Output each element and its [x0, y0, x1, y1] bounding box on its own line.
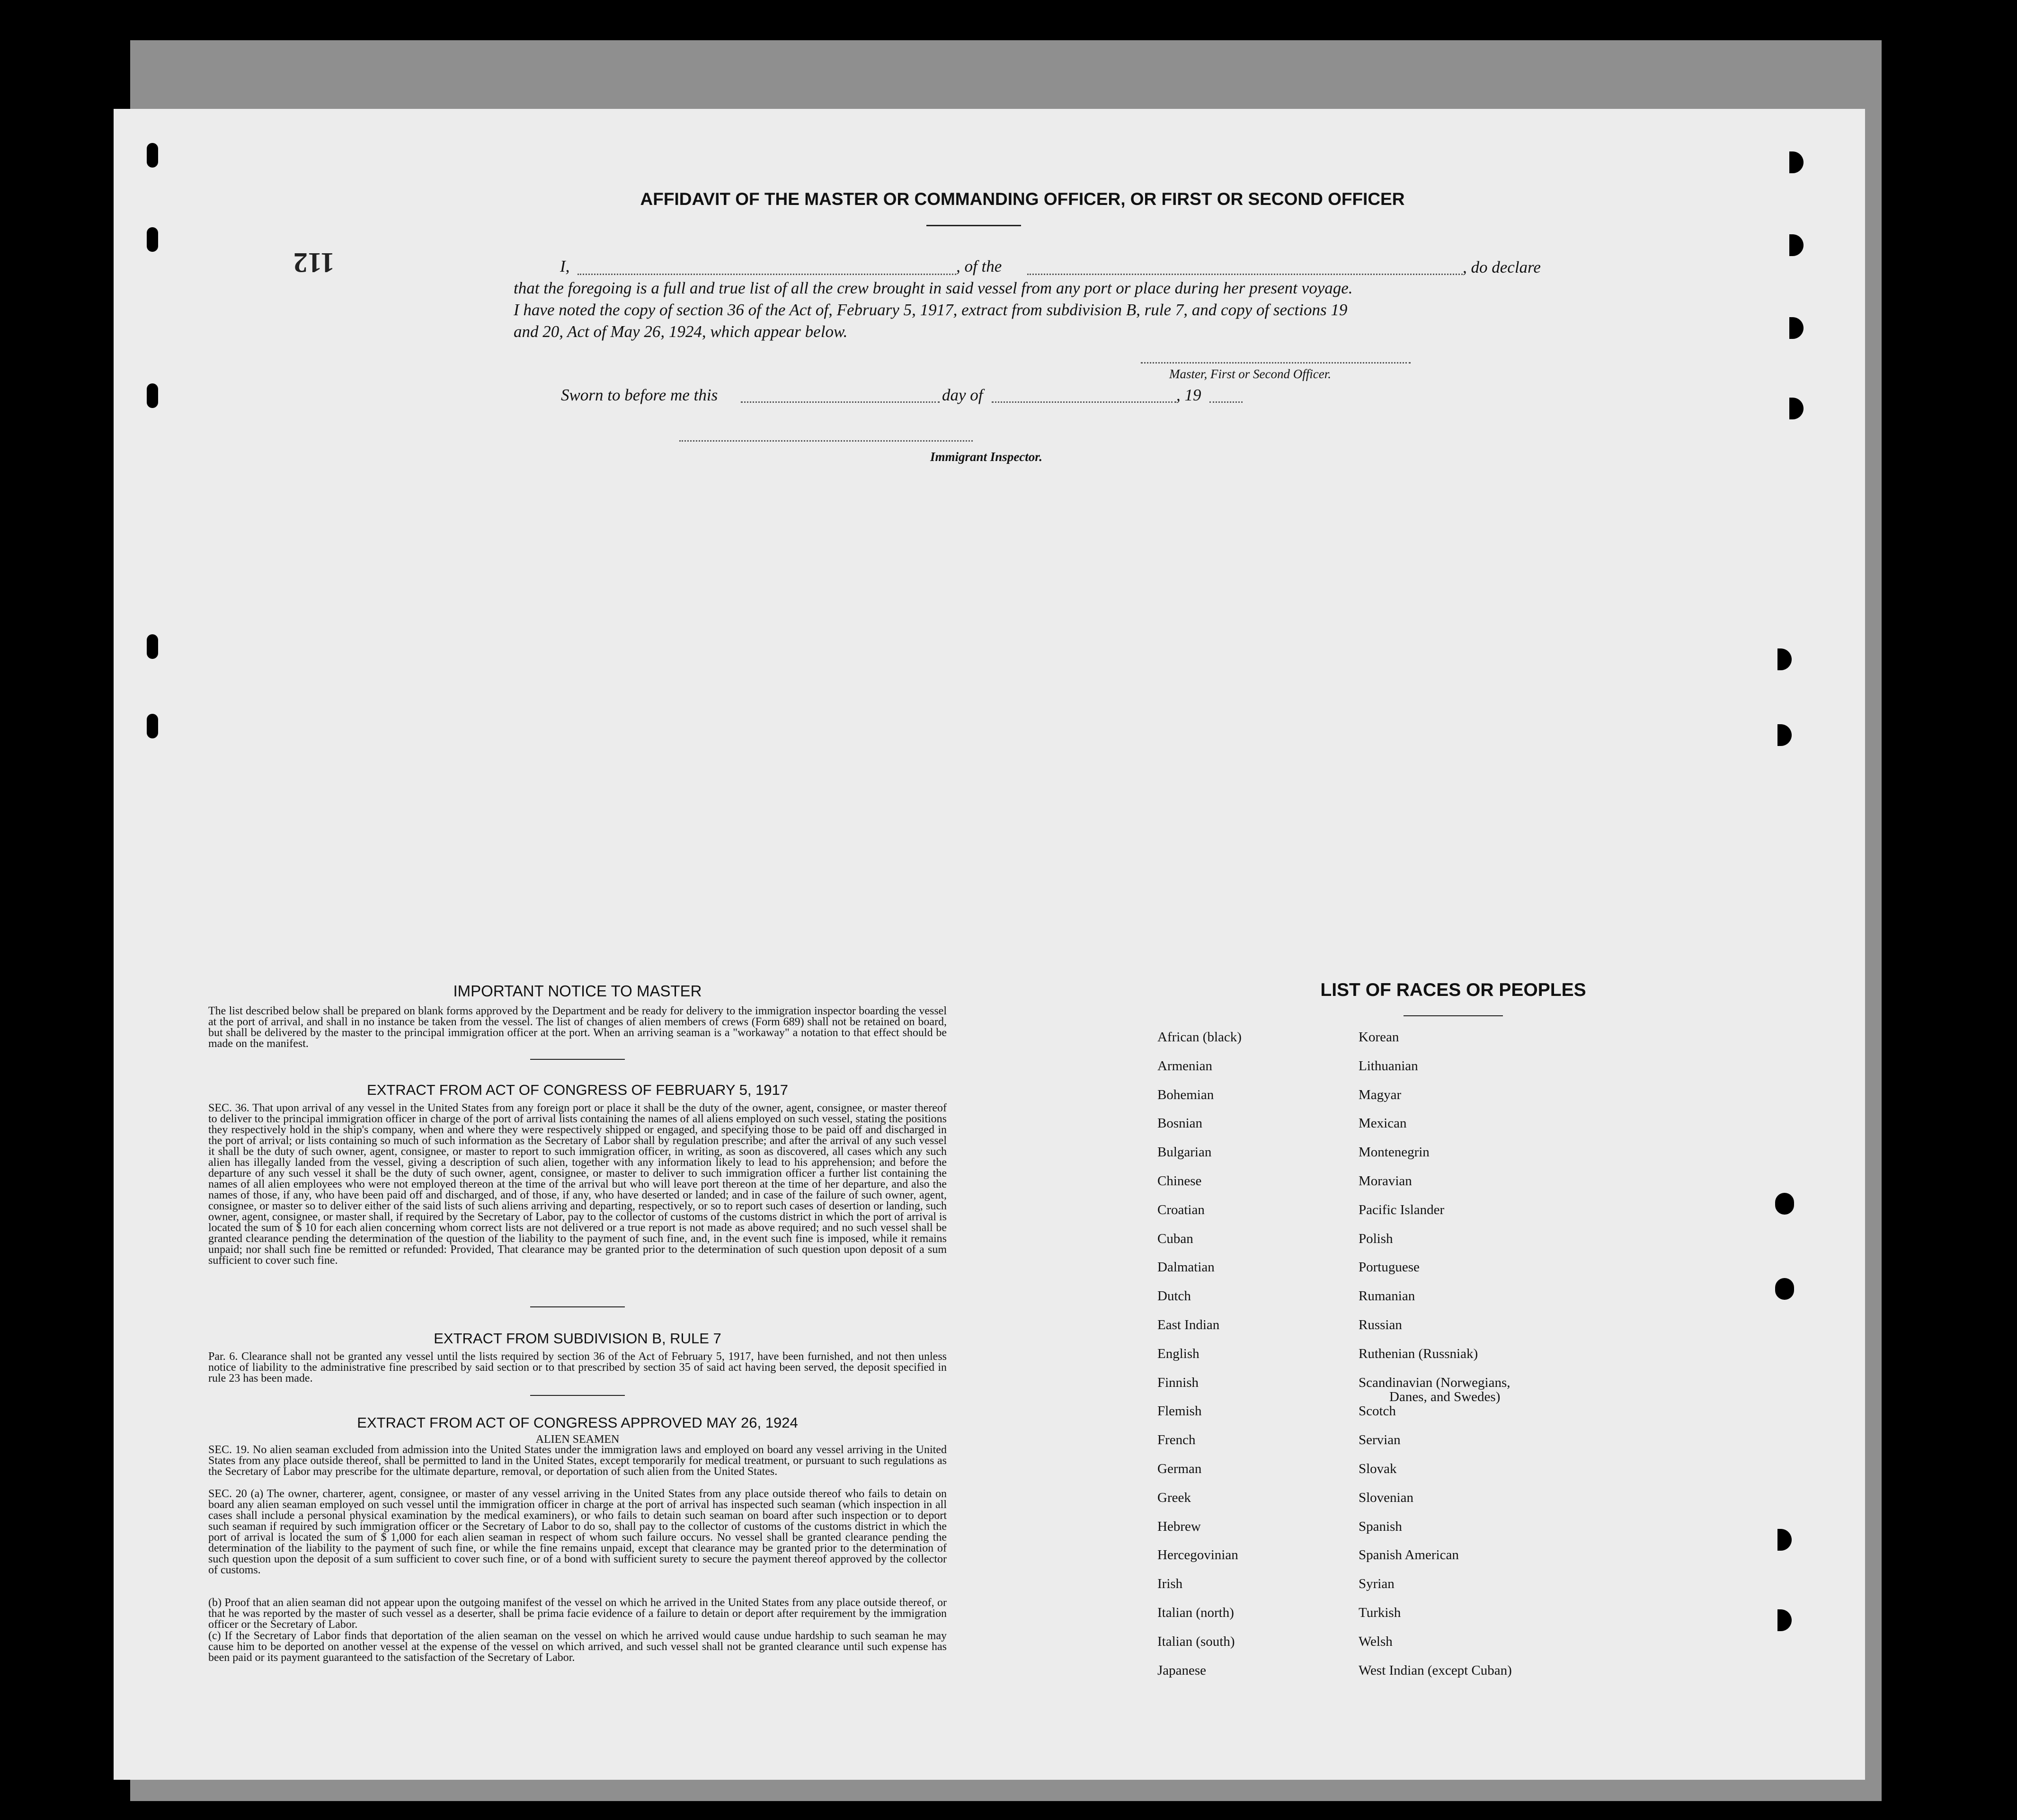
- race-item: Polish: [1359, 1231, 1393, 1246]
- race-item: Greek: [1157, 1490, 1191, 1505]
- race-item: German: [1157, 1461, 1202, 1476]
- declaration-line-2: that the foregoing is a full and true list of all the crew brought in said vessel from any port or place during her present voyage.: [514, 279, 1353, 297]
- race-item: Pacific Islander: [1359, 1202, 1445, 1217]
- race-item: Syrian: [1359, 1576, 1395, 1592]
- race-item: Portuguese: [1359, 1260, 1420, 1275]
- notice-title: IMPORTANT NOTICE TO MASTER: [453, 982, 702, 1000]
- race-item: Welsh: [1359, 1634, 1393, 1649]
- punch-hole: [147, 227, 158, 252]
- extract-1924-sec20a: SEC. 20 (a) The owner, charterer, agent, consignee, or master of any vessel arriving in the United States from any place outside thereof who fails to detain on board any alien seaman employed on such vessel until the immigration officer in charge at the port of arrival has inspected such seaman (which inspection in all cases shall include a personal physical examination by the medical examiners), or who fails to detain such seaman on board after such inspection or to deport such seaman if required by such immigration officer or the Secretary of Labor to do so, shall pay to the collector of customs of the customs district in which the port of arrival is located the sum of $ 1,000 for each alien seaman in respect of whom such failure occurs. No vessel shall be granted clearance pending the determination of the liability to the payment of such fine, or while the fine remains unpaid, except that clearance may be granted prior to the determination of such question upon the deposit of a sum sufficient to cover such fine, or of a bond with sufficient surety to secure the payment thereof approved by the collector of customs.: [208, 1488, 947, 1576]
- sworn-day-blank: [741, 401, 940, 403]
- race-item: Bosnian: [1157, 1116, 1203, 1131]
- race-item: Spanish American: [1359, 1547, 1459, 1563]
- race-item: Servian: [1359, 1432, 1401, 1448]
- race-item: Italian (south): [1157, 1634, 1235, 1649]
- race-item: Moravian: [1359, 1173, 1412, 1189]
- notice-text: The list described below shall be prepared on blank forms approved by the Department and be ready for delivery to the immigration inspector boarding the vessel at the port of arrival, and shall in no instance be taken from the vessel. The list of changes of alien members of crews (Form 689) shall not be retained on board, but shall be delivered by the master to the principal immigration officer at the port. When an arriving seaman is a "workaway" a notation to that effect should be made on the manifest.: [208, 1005, 947, 1050]
- extract-1924-sec19: SEC. 19. No alien seaman excluded from admission into the United States under the immigration laws and employed on board any vessel arriving in the United States from any place outside thereof, shall be permitted to land in the United States, except temporarily for medical treatment, or pursuant to such regulations as the Secretary of Labor may prescribe for the ultimate departure, removal, or deportation of such alien from the United States.: [208, 1444, 947, 1478]
- name-blank: [578, 274, 956, 275]
- extract-1924-title: EXTRACT FROM ACT OF CONGRESS APPROVED MAY 26, 1924: [357, 1414, 798, 1431]
- race-item: Lithuanian: [1359, 1058, 1418, 1074]
- punch-hole: [1777, 1529, 1792, 1551]
- race-item: Dutch: [1157, 1288, 1191, 1304]
- declaration-line-3: I have noted the copy of section 36 of the Act of, February 5, 1917, extract from subdivision B, rule 7, and copy of sections 19: [514, 301, 1348, 319]
- race-item: Russian: [1359, 1317, 1402, 1332]
- divider: [530, 1059, 625, 1060]
- race-item: Flemish: [1157, 1403, 1202, 1419]
- form-page: [114, 109, 1865, 1780]
- affidavit-title: AFFIDAVIT OF THE MASTER OR COMMANDING OFFICER, OR FIRST OR SECOND OFFICER: [640, 189, 1405, 209]
- race-item: Japanese: [1157, 1662, 1207, 1678]
- punch-hole: [1789, 398, 1804, 419]
- race-item: Slovenian: [1359, 1490, 1413, 1505]
- alien-seamen-subtitle: ALIEN SEAMEN: [535, 1433, 620, 1446]
- sworn-text: Sworn to before me this: [561, 386, 718, 404]
- race-item: French: [1157, 1432, 1196, 1448]
- race-item: African (black): [1157, 1030, 1242, 1045]
- vessel-blank: [1027, 274, 1463, 275]
- inspector-label: Immigrant Inspector.: [930, 450, 1043, 464]
- declaration-of-the: , of the: [956, 257, 1002, 275]
- divider: [530, 1306, 625, 1307]
- inspector-signature-line: [679, 440, 973, 442]
- race-item: Hercegovinian: [1157, 1547, 1238, 1563]
- punch-hole: [147, 383, 158, 408]
- race-item: Ruthenian (Russniak): [1359, 1346, 1478, 1361]
- sworn-month-blank: [992, 401, 1176, 403]
- race-item: Chinese: [1157, 1173, 1202, 1189]
- punch-hole: [147, 634, 158, 659]
- race-item: Korean: [1359, 1030, 1399, 1045]
- race-item: West Indian (except Cuban): [1359, 1662, 1512, 1678]
- race-item: Danes, and Swedes): [1389, 1389, 1501, 1404]
- title-underline: [926, 225, 1021, 226]
- race-item: Mexican: [1359, 1116, 1407, 1131]
- declaration-line-4: and 20, Act of May 26, 1924, which appear below.: [514, 322, 848, 341]
- race-item: Croatian: [1157, 1202, 1205, 1217]
- race-item: Bohemian: [1157, 1087, 1214, 1102]
- race-item: Finnish: [1157, 1375, 1199, 1390]
- divider: [530, 1395, 625, 1396]
- race-item: Scotch: [1359, 1403, 1396, 1419]
- punch-hole: [1789, 234, 1804, 256]
- declaration-declare: , do declare: [1463, 258, 1541, 276]
- year-blank: [1209, 401, 1243, 403]
- punch-hole: [1789, 317, 1804, 339]
- races-title-underline: [1404, 1015, 1503, 1016]
- race-item: English: [1157, 1346, 1200, 1361]
- race-item: East Indian: [1157, 1317, 1220, 1332]
- race-item: Irish: [1157, 1576, 1183, 1592]
- race-item: Spanish: [1359, 1518, 1402, 1534]
- race-item: Slovak: [1359, 1461, 1397, 1476]
- race-item: Magyar: [1359, 1087, 1402, 1102]
- races-title: LIST OF RACES OR PEOPLES: [1320, 980, 1586, 1000]
- race-item: Hebrew: [1157, 1518, 1201, 1534]
- race-item: Italian (north): [1157, 1605, 1234, 1620]
- race-item: Rumanian: [1359, 1288, 1415, 1304]
- extract-1917-text: SEC. 36. That upon arrival of any vessel in the United States from any foreign port or place it shall be the duty of the owner, agent, consignee, or master thereof to deliver to the principal immigration officer in charge of the port of arrival lists containing the names of all aliens employed on such vessel, stating the positions they respectively hold in the ship's company, when and where they were respectively shipped or engaged, and specifying those to be paid off and discharged in the port of arrival; or lists containing so much of such information as the Secretary of Labor shall by regulation prescribe; and after the arrival of any such vessel it shall be the duty of such owner, agent, consignee, or master to report to such immigration officer, in writing, as soon as discovered, all cases which any such alien has illegally landed from the vessel, giving a description of such alien, together with any information likely to lead to his apprehension; and before the departure of any such vessel it shall be the duty of such owner, agent, consignee, or master to deliver to such immigration officer a further list containing the names of all alien employees who were not employed thereon at the time of the arrival but who will leave port thereon at the time of her departure, and also the names of those, if any, who have been paid off and discharged, and of those, if any, who have deserted or landed; and in case of the failure of such owner, agent, consignee, or master so to deliver either of the said lists of such aliens arriving and departing, respectively, or so to report such cases of desertion or landing, such owner, agent, consignee, or master shall, if required by the Secretary of Labor, pay to the collector of customs of the customs district in which the port of arrival is located the sum of $ 10 for each alien concerning whom correct lists are not delivered or a true report is not made as above required; and no such vessel shall be granted clearance pending the determination of the question of the liability to the payment of such fine, and, in the event such fine is imposed, while it remains unpaid; nor shall such fine be remitted or refunded: Provided, That clearance may be granted prior to the determination of such question upon deposit of a sum sufficient to cover such fine.: [208, 1102, 947, 1267]
- declaration-i: I,: [560, 257, 570, 275]
- race-item: Cuban: [1157, 1231, 1193, 1246]
- race-item: Scandinavian (Norwegians,: [1359, 1375, 1511, 1390]
- master-signature-label: Master, First or Second Officer.: [1169, 367, 1331, 381]
- punch-hole: [1775, 1193, 1794, 1215]
- master-signature-line: [1141, 362, 1411, 364]
- day-of-text: day of: [942, 386, 983, 404]
- handwritten-number: 112: [293, 247, 335, 278]
- extract-rule7-text: Par. 6. Clearance shall not be granted any vessel until the lists required by section 36 of the Act of February 5, 1917, have been furnished, and not then unless notice of liability to the administrative fine prescribed by said section or to that prescribed by section 35 of said act having been served, the deposit specified in rule 23 has been made.: [208, 1350, 947, 1385]
- punch-hole: [1777, 648, 1792, 670]
- punch-hole: [147, 714, 158, 738]
- race-item: Turkish: [1359, 1605, 1401, 1620]
- extract-1924-sec20b: (b) Proof that an alien seaman did not appear upon the outgoing manifest of the vessel on which he arrived in the United States from any place outside thereof, or that he was reported by the master of such vessel as a deserter, shall be prima facie evidence of a failure to detain or deport after requirement by the immigration officer or the Secretary of Labor.: [208, 1597, 947, 1631]
- year-prefix: , 19: [1176, 386, 1201, 404]
- punch-hole: [1777, 724, 1792, 746]
- race-item: Dalmatian: [1157, 1260, 1215, 1275]
- race-item: Bulgarian: [1157, 1145, 1212, 1160]
- punch-hole: [1775, 1278, 1794, 1300]
- extract-rule7-title: EXTRACT FROM SUBDIVISION B, RULE 7: [434, 1330, 721, 1347]
- punch-hole: [1777, 1609, 1792, 1631]
- extract-1924-sec20c: (c) If the Secretary of Labor finds that deportation of the alien seaman on the vessel on which he arrived would cause undue hardship to such seaman he may cause him to be deported on another vessel at the expense of the vessel on which arrived, and such vessel shall not be granted clearance until such expense has been paid or its payment guaranteed to the satisfaction of the Secretary of Labor.: [208, 1630, 947, 1664]
- race-item: Armenian: [1157, 1058, 1212, 1074]
- extract-1917-title: EXTRACT FROM ACT OF CONGRESS OF FEBRUARY 5, 1917: [366, 1082, 789, 1098]
- punch-hole: [1789, 151, 1804, 173]
- punch-hole: [147, 143, 158, 168]
- race-item: Montenegrin: [1359, 1145, 1430, 1160]
